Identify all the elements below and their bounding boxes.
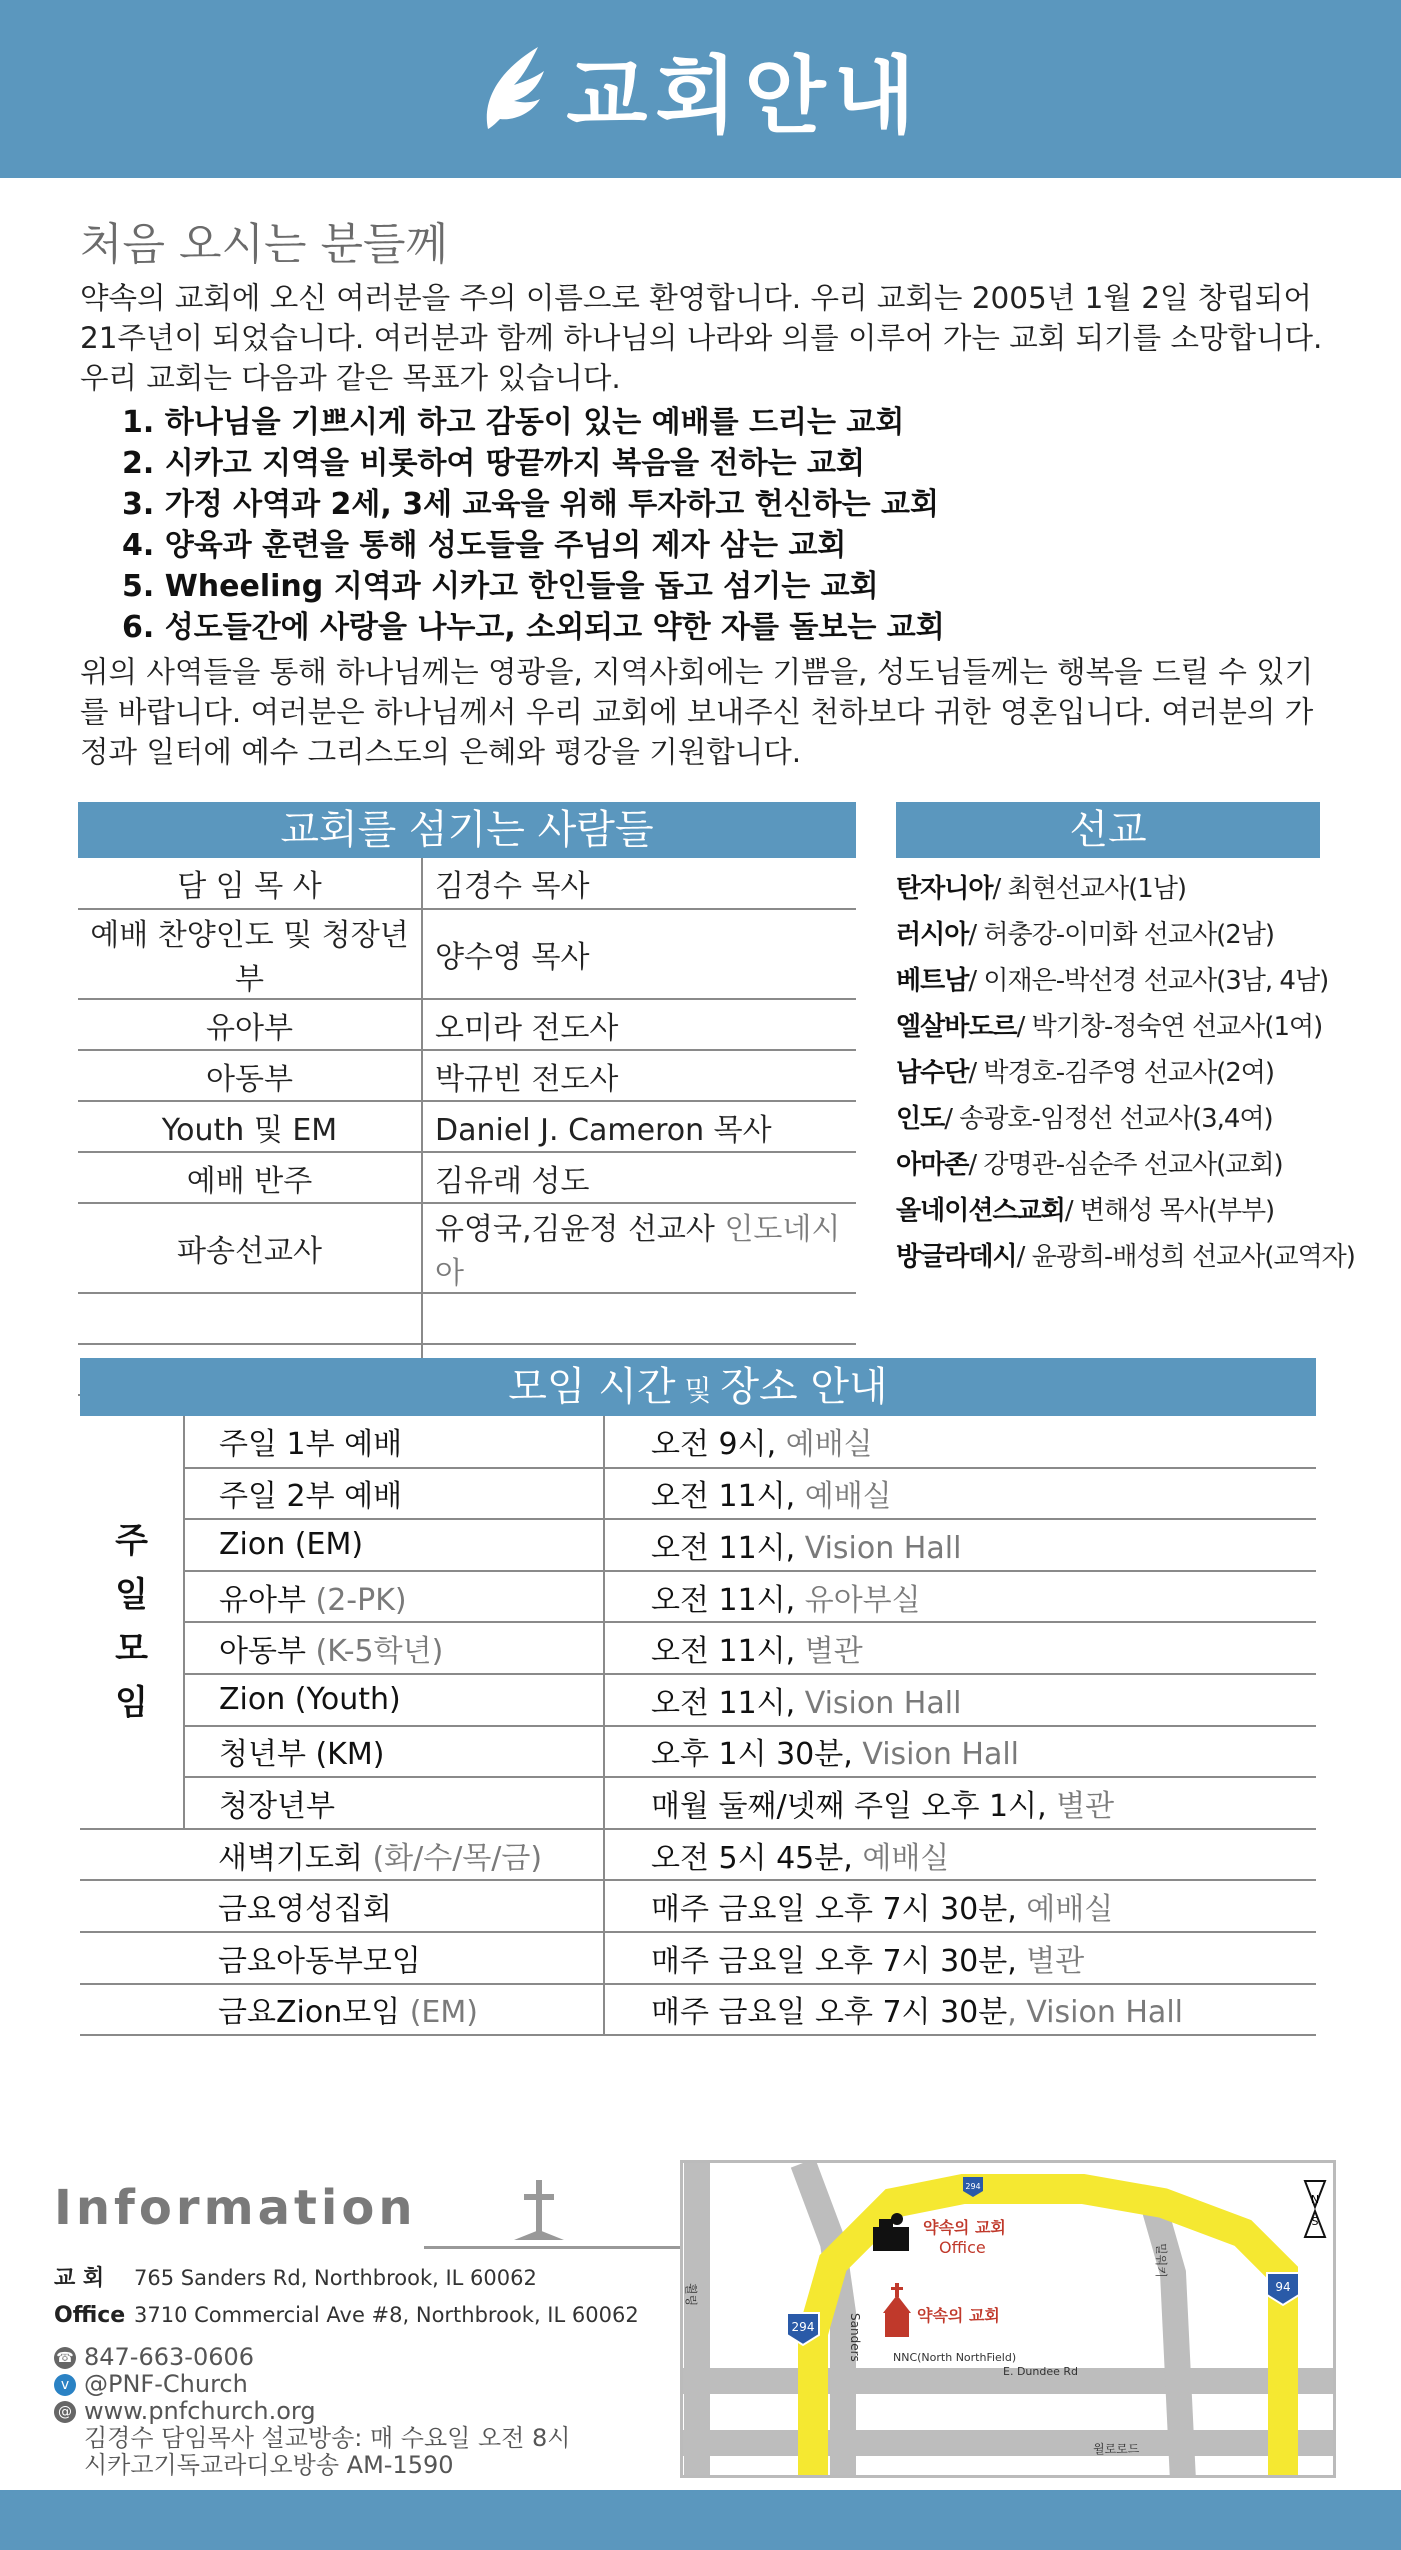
meeting-name-text: Zion (Youth): [219, 1682, 401, 1718]
mission-country: 아마존: [896, 1150, 969, 1180]
office-address: 3710 Commercial Ave #8, Northbrook, IL 60062: [134, 2303, 639, 2327]
phone-icon: ☎: [54, 2347, 76, 2369]
meeting-name: [184, 1829, 604, 1881]
meeting-place: 예배실: [852, 1840, 950, 1876]
missions-list: [896, 866, 1355, 1280]
compass-s: S: [1311, 2215, 1319, 2228]
vimeo-icon: v: [54, 2374, 76, 2396]
radio-line-1: 김경수 담임목사 설교방송: 매 수요일 오전 8시: [84, 2424, 571, 2452]
map-nnc-label: NNC(North NorthField): [893, 2351, 1017, 2364]
mission-item: [896, 1050, 1320, 1096]
meeting-name-text: 유아부: [219, 1582, 306, 1618]
mission-detail: / 박기창-정숙연 선교사(1여): [1016, 1012, 1323, 1042]
meeting-name-text: 금요영성집회: [218, 1892, 392, 1928]
meetings-title-small: 및: [675, 1374, 721, 1407]
meeting-time-text: 오후 1시 30분,: [651, 1737, 853, 1773]
mission-item: [896, 1142, 1320, 1188]
map-sanders-label: Sanders: [848, 2313, 862, 2362]
meeting-time: [604, 1571, 1316, 1623]
staff-role: 파송선교사: [78, 1203, 422, 1293]
meeting-time: [604, 1880, 1316, 1932]
welcome-heading: 처음 오시는 분들께: [80, 219, 449, 270]
staff-role: [78, 1293, 422, 1344]
meeting-place: 예배실: [776, 1427, 873, 1463]
contact-block: [54, 2344, 674, 2479]
meeting-time-text: 매주 금요일 오후 7시 30분,: [651, 1892, 1017, 1928]
meeting-time: [604, 1674, 1316, 1726]
meeting-place: Vision Hall: [795, 1685, 962, 1721]
mission-country: 인도: [896, 1104, 945, 1134]
meeting-name: [184, 1777, 604, 1829]
meeting-time: [604, 1932, 1316, 1984]
mission-country: 방글라데시: [896, 1242, 1017, 1272]
staff-row: [78, 1050, 856, 1101]
staff-section: [78, 802, 856, 1396]
meeting-place: , Vision Hall: [1007, 1995, 1183, 2031]
mission-item: [896, 1188, 1320, 1234]
meeting-name-text: 아동부: [219, 1634, 306, 1670]
meeting-time-text: 매주 금요일 오후 7시 30분,: [651, 1943, 1017, 1979]
mission-item: [896, 1234, 1355, 1280]
staff-person: [422, 858, 856, 909]
staff-person: [422, 909, 856, 999]
map-graphic: [683, 2163, 1336, 2478]
meeting-name: [184, 1571, 604, 1623]
map-milwaukee-label: 밀워키: [1154, 2243, 1168, 2278]
meeting-name-note: (K-5학년): [305, 1634, 444, 1670]
compass-n: N: [1310, 2193, 1320, 2206]
mission-country: 베트남: [896, 966, 969, 996]
meeting-time-text: 매월 둘째/넷째 주일 오후 1시,: [651, 1788, 1047, 1824]
meeting-name: [184, 1416, 604, 1468]
mission-item: [896, 912, 1320, 958]
mission-country: 엘살바도르: [896, 1012, 1017, 1042]
missions-section: [896, 802, 1355, 1280]
staff-role: 예배 찬양인도 및 청장년부: [78, 909, 422, 999]
meeting-name: [184, 1932, 604, 1984]
meeting-row: [80, 1880, 1316, 1932]
meeting-name: [184, 1622, 604, 1674]
meeting-place: 예배실: [795, 1479, 892, 1515]
mission-detail: / 송광호-임정선 선교사(3,4여): [944, 1104, 1273, 1134]
staff-row: [78, 1152, 856, 1203]
meeting-time-text: 매주 금요일 오후 7시 30분: [651, 1995, 1008, 2031]
address-block: [54, 2260, 674, 2334]
staff-person-name: Daniel J. Cameron 목사: [435, 1112, 772, 1148]
meeting-name: [184, 1519, 604, 1571]
meeting-row: [80, 1468, 1316, 1520]
staff-person: [422, 1050, 856, 1101]
missions-title: 선교: [896, 802, 1320, 858]
staff-person: [422, 1152, 856, 1203]
meeting-row: [80, 1726, 1316, 1778]
staff-row: [78, 1293, 856, 1344]
map-dundee-label: E. Dundee Rd: [1003, 2365, 1078, 2378]
hwy-top-label: 294: [965, 2182, 981, 2191]
map-willow-label: 윌로로드: [1093, 2442, 1140, 2456]
meeting-time-text: 오전 11시,: [651, 1685, 796, 1721]
mission-country: 탄자니아: [896, 874, 993, 904]
meeting-name: [184, 1726, 604, 1778]
office-address-label: Office: [54, 2303, 126, 2328]
mission-detail: / 강명관-심순주 선교사(교회): [968, 1150, 1283, 1180]
meeting-name-text: 주일 2부 예배: [219, 1479, 403, 1515]
hwy-94-label: 94: [1275, 2280, 1291, 2294]
meeting-place: 별관: [1046, 1788, 1115, 1824]
meeting-row: [80, 1416, 1316, 1468]
church-icon: [883, 2283, 911, 2337]
meetings-title-end: 장소 안내: [720, 1364, 888, 1410]
wing-logo-icon: [478, 41, 552, 137]
church-address: 765 Sanders Rd, Northbrook, IL 60062: [134, 2266, 537, 2290]
vimeo-handle[interactable]: @PNF-Church: [84, 2370, 248, 2398]
info-title: Information: [54, 2180, 417, 2236]
meeting-name-note: (2-PK): [305, 1582, 407, 1618]
compass-icon: [1305, 2181, 1325, 2237]
meeting-name: [184, 1468, 604, 1520]
staff-row: [78, 1101, 856, 1152]
meeting-time-text: 오전 9시,: [651, 1427, 777, 1463]
meeting-time: [604, 1519, 1316, 1571]
staff-person: [422, 1293, 856, 1344]
goal-list: [122, 402, 1330, 648]
meeting-name-text: 금요Zion모임: [218, 1995, 401, 2031]
staff-person-name: 김유래 성도: [435, 1163, 590, 1199]
staff-person-name: 김경수 목사: [435, 869, 590, 904]
meeting-time: [604, 1468, 1316, 1520]
meeting-name-text: 새벽기도회: [218, 1840, 363, 1876]
staff-row: [78, 909, 856, 999]
map-wheeling-label: 휠링: [684, 2283, 698, 2307]
phone-number[interactable]: 847-663-0606: [84, 2343, 255, 2371]
meeting-row: [80, 1777, 1316, 1829]
staff-role: 아동부: [78, 1050, 422, 1101]
meeting-time: [604, 1726, 1316, 1778]
meeting-name-text: 청년부 (KM): [219, 1737, 385, 1773]
staff-row: [78, 858, 856, 909]
header-banner: [0, 0, 1401, 178]
website-link[interactable]: www.pnfchurch.org: [84, 2397, 316, 2425]
radio-line-2: 시카고기독교라디오방송 AM-1590: [84, 2451, 454, 2479]
staff-role: 담 임 목 사: [78, 858, 422, 909]
staff-person-name: 양수영 목사: [435, 940, 590, 975]
meeting-time-text: 오전 5시 45분,: [651, 1840, 853, 1876]
mission-country: 올네이션스교회: [896, 1196, 1065, 1226]
hwy-294-label: 294: [791, 2320, 815, 2334]
meeting-time-text: 오전 11시,: [651, 1582, 796, 1618]
meeting-time: [604, 1777, 1316, 1829]
staff-table: [78, 858, 856, 1396]
meeting-name: [184, 1674, 604, 1726]
staff-title: 교회를 섬기는 사람들: [78, 802, 856, 858]
info-section: [54, 2180, 674, 2479]
staff-person: [422, 1203, 856, 1293]
goal-item: 1. 하나님을 기쁘시게 하고 감동이 있는 예배를 드리는 교회: [122, 405, 905, 440]
meeting-time: [604, 1622, 1316, 1674]
map-church-label: 약속의 교회: [917, 2306, 1000, 2325]
mission-detail: / 이재은-박선경 선교사(3남, 4남): [968, 966, 1329, 996]
web-line: [54, 2398, 674, 2425]
meeting-name-note: (화/수/목/금): [362, 1840, 543, 1876]
meeting-time: [604, 1984, 1316, 2036]
meeting-row: [80, 1932, 1316, 1984]
mission-item: [896, 1096, 1320, 1142]
church-address-label: 교 회: [54, 2266, 105, 2291]
meeting-place: 유아부실: [795, 1582, 921, 1618]
footer-bar: [0, 2490, 1401, 2550]
meetings-section: [80, 1358, 1316, 2036]
meeting-group-blank: [80, 1984, 184, 2036]
meeting-time: [604, 1416, 1316, 1468]
meeting-row: [80, 1571, 1316, 1623]
meeting-group-blank: [80, 1829, 184, 1881]
mission-country: 남수단: [896, 1058, 969, 1088]
vimeo-line: [54, 2371, 674, 2398]
meeting-place: 별관: [795, 1634, 863, 1670]
staff-person-name: 오미라 전도사: [435, 1010, 619, 1046]
goal-item: 4. 양육과 훈련을 통해 성도들을 주님의 제자 삼는 교회: [122, 528, 847, 563]
staff-person-name: 박규빈 전도사: [435, 1061, 619, 1097]
staff-person-name: 유영국,김윤정 선교사: [435, 1212, 715, 1247]
goal-item: 6. 성도들간에 사랑을 나누고, 소외되고 약한 자를 돌보는 교회: [122, 610, 945, 645]
mission-item: [896, 1004, 1323, 1050]
sunday-group-label: 주 일 모 임: [80, 1416, 184, 1829]
meeting-row: [80, 1984, 1316, 2036]
info-divider: [424, 2246, 720, 2249]
meeting-place: Vision Hall: [852, 1737, 1020, 1773]
mission-item: [896, 958, 1329, 1004]
welcome-intro: 약속의 교회에 오신 여러분을 주의 이름으로 환영합니다. 우리 교회는 2005년 1월 2일 창립되어 21주년이 되었습니다. 여러분과 함께 하나님의 나라와 의를 이루어 가는 교회 되기를 소망합니다. 우리 교회는 다음과 같은 목표가 있습니다.: [80, 281, 1323, 395]
welcome-section: [80, 208, 1330, 772]
meeting-place: 별관: [1016, 1943, 1085, 1979]
meetings-title: [80, 1358, 1316, 1416]
staff-role: Youth 및 EM: [78, 1101, 422, 1152]
cross-icon: [514, 2180, 564, 2240]
mission-detail: / 박경호-김주영 선교사(2여): [968, 1058, 1275, 1088]
mission-detail: / 허충강-이미화 선교사(2남): [968, 920, 1275, 950]
meeting-place: 예배실: [1016, 1892, 1114, 1928]
meeting-name-text: 금요아동부모임: [218, 1943, 421, 1979]
meeting-time-text: 오전 11시,: [651, 1530, 796, 1566]
meeting-row: [80, 1829, 1316, 1881]
meeting-time-text: 오전 11시,: [651, 1479, 796, 1515]
staff-person-note: 인도네시아: [435, 1212, 841, 1291]
mission-detail: / 최현선교사(1남): [992, 874, 1187, 904]
meetings-title-main: 모임 시간: [508, 1364, 676, 1410]
meeting-time: [604, 1829, 1316, 1881]
staff-person: [422, 999, 856, 1050]
page-title: 교회안내: [566, 46, 923, 145]
staff-role: 유아부: [78, 999, 422, 1050]
meeting-group-blank: [80, 1880, 184, 1932]
welcome-closing: 위의 사역들을 통해 하나님께는 영광을, 지역사회에는 기쁨을, 성도님들께는 행복을 드릴 수 있기를 바랍니다. 여러분은 하나님께서 우리 교회에 보내주신 천하보다 귀한 영혼입니다. 여러분의 가정과 일터에 예수 그리스도의 은혜와 평강을 기원합니다.: [80, 655, 1314, 769]
meeting-row: [80, 1519, 1316, 1571]
meeting-name-text: Zion (EM): [219, 1527, 364, 1563]
meetings-table: [80, 1416, 1316, 2036]
phone-line: [54, 2344, 674, 2371]
staff-role: 예배 반주: [78, 1152, 422, 1203]
mission-detail: / 윤광희-배성희 선교사(교역자): [1016, 1242, 1355, 1272]
staff-person: [422, 1101, 856, 1152]
mission-country: 러시아: [896, 920, 969, 950]
meeting-row: [80, 1622, 1316, 1674]
church-address-line: [54, 2260, 674, 2297]
mission-item: [896, 866, 1320, 912]
goal-item: 5. Wheeling 지역과 시카고 한인들을 돕고 섬기는 교회: [122, 569, 879, 604]
meeting-name-text: 청장년부: [219, 1788, 335, 1824]
meeting-row: [80, 1674, 1316, 1726]
map-office-label-en: Office: [939, 2238, 986, 2257]
mission-detail: / 변해성 목사(부부): [1064, 1196, 1275, 1226]
at-icon: @: [54, 2401, 76, 2423]
staff-row: [78, 999, 856, 1050]
goal-item: 3. 가정 사역과 2세, 3세 교육을 위해 투자하고 헌신하는 교회: [122, 487, 939, 522]
goal-item: 2. 시카고 지역을 비롯하여 땅끝까지 복음을 전하는 교회: [122, 446, 865, 481]
meeting-group-blank: [80, 1932, 184, 1984]
office-address-line: [54, 2297, 674, 2334]
meeting-place: Vision Hall: [795, 1530, 962, 1566]
map-office-label: 약속의 교회: [923, 2218, 1006, 2237]
meeting-time-text: 오전 11시,: [651, 1634, 796, 1670]
staff-row: [78, 1203, 856, 1293]
location-map: [680, 2160, 1336, 2478]
meeting-name-note: (EM): [400, 1995, 478, 2031]
meeting-name: [184, 1984, 604, 2036]
meeting-name: [184, 1880, 604, 1932]
meeting-name-text: 주일 1부 예배: [219, 1427, 403, 1463]
